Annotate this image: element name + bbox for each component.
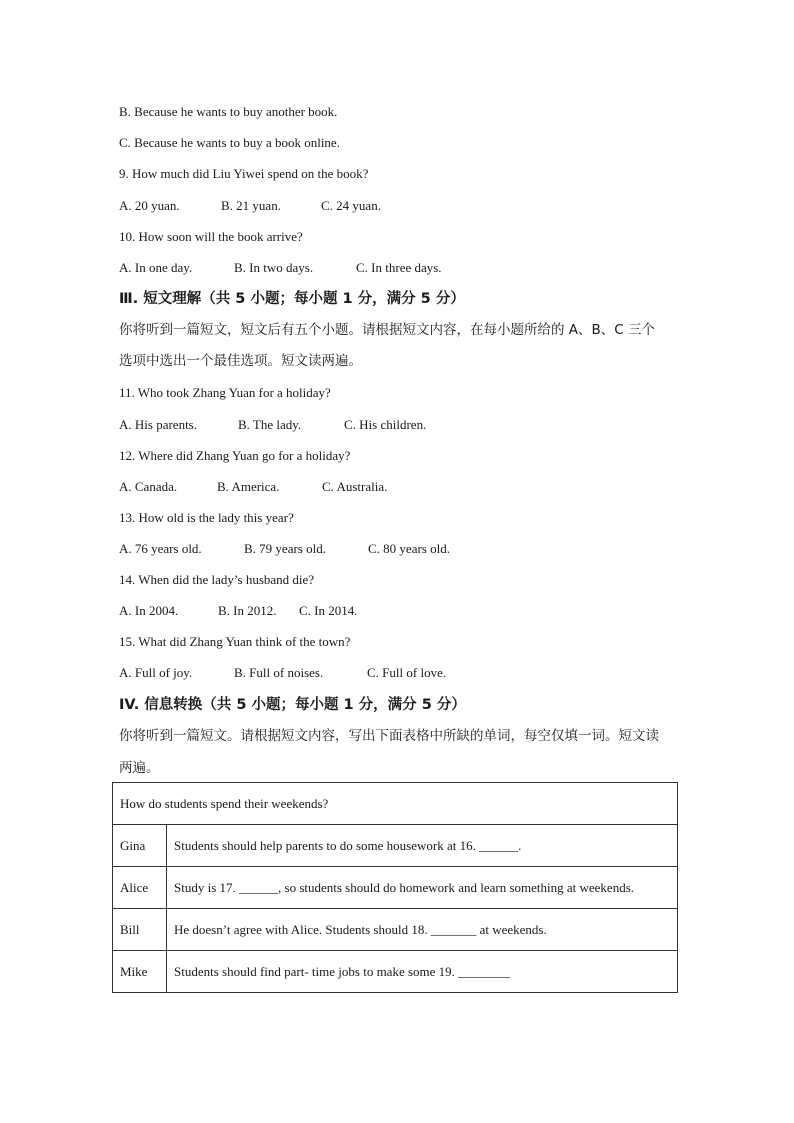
q8-option-b: B. Because he wants to buy another book.: [119, 104, 338, 119]
section-4-heading: IV. 信息转换（共 5 小题；每小题 1 分，满分 5 分）: [119, 697, 466, 713]
q10-option-a: A. In one day.: [119, 260, 193, 275]
q15-option-b: B. Full of noises.: [234, 665, 324, 680]
q14-option-c: C. In 2014.: [299, 603, 358, 618]
table-row: [113, 909, 678, 951]
q11-question: 11. Who took Zhang Yuan for a holiday?: [119, 385, 331, 400]
q13-option-b: B. 79 years old.: [244, 541, 326, 556]
table-row-name: Alice: [113, 867, 167, 909]
q14-options: [119, 603, 358, 619]
q12-question: 12. Where did Zhang Yuan go for a holiday?: [119, 448, 351, 463]
q14-option-a: A. In 2004.: [119, 603, 179, 618]
q9-option-b: B. 21 yuan.: [221, 198, 281, 213]
q15-option-c: C. Full of love.: [367, 665, 447, 680]
table-row: [113, 951, 678, 993]
section-4-instruction-line1: 你将听到一篇短文。请根据短文内容，写出下面表格中所缺的单词，每空仅填一词。短文读: [119, 728, 659, 744]
table-row-name: Gina: [113, 825, 167, 867]
q14-question: 14. When did the lady’s husband die?: [119, 572, 315, 587]
q13-option-a: A. 76 years old.: [119, 541, 202, 556]
q11-option-a: A. His parents.: [119, 417, 197, 432]
table-row-name: Mike: [113, 951, 167, 993]
q13-option-c: C. 80 years old.: [368, 541, 450, 556]
table-row-text: Students should find part- time jobs to make some 19. ________: [167, 951, 678, 993]
q10-option-b: B. In two days.: [234, 260, 314, 275]
q15-options: [119, 665, 446, 681]
q15-question: 15. What did Zhang Yuan think of the town?: [119, 634, 351, 649]
q11-options: [119, 417, 426, 433]
q10-options: [119, 260, 442, 276]
q11-option-c: C. His children.: [344, 417, 427, 432]
table-row-name: Bill: [113, 909, 167, 951]
q14-option-b: B. In 2012.: [218, 603, 277, 618]
q13-question: 13. How old is the lady this year?: [119, 510, 294, 525]
section-4-instruction-line2: 两遍。: [119, 760, 160, 776]
q10-question: 10. How soon will the book arrive?: [119, 229, 303, 244]
q12-option-c: C. Australia.: [322, 479, 388, 494]
table-row-text: Students should help parents to do some housework at 16. ______.: [167, 825, 678, 867]
q12-option-b: B. America.: [217, 479, 280, 494]
q9-option-c: C. 24 yuan.: [321, 198, 381, 213]
q12-options: [119, 479, 387, 495]
q9-options: [119, 198, 381, 214]
table-row-text: He doesn’t agree with Alice. Students should 18. _______ at weekends.: [167, 909, 678, 951]
table-row: [113, 825, 678, 867]
section-3-heading: Ⅲ. 短文理解（共 5 小题；每小题 1 分，满分 5 分）: [119, 291, 465, 307]
q8-option-c: C. Because he wants to buy a book online.: [119, 135, 340, 150]
q9-option-a: A. 20 yuan.: [119, 198, 180, 213]
section-3-instruction-line1: 你将听到一篇短文，短文后有五个小题。请根据短文内容，在每小题所给的 A、B、C 三个: [119, 322, 656, 338]
q12-option-a: A. Canada.: [119, 479, 178, 494]
q15-option-a: A. Full of joy.: [119, 665, 193, 680]
q13-options: [119, 541, 450, 557]
section-3-instruction-line2: 选项中选出一个最佳选项。短文读两遍。: [119, 353, 362, 369]
info-table: [112, 782, 678, 993]
table-title-row: [113, 783, 678, 825]
table-row-text: Study is 17. ______, so students should do homework and learn something at weekends.: [167, 867, 678, 909]
q10-option-c: C. In three days.: [356, 260, 442, 275]
table-title: How do students spend their weekends?: [113, 783, 678, 825]
table-row: [113, 867, 678, 909]
q9-question: 9. How much did Liu Yiwei spend on the book?: [119, 166, 369, 181]
q11-option-b: B. The lady.: [238, 417, 302, 432]
